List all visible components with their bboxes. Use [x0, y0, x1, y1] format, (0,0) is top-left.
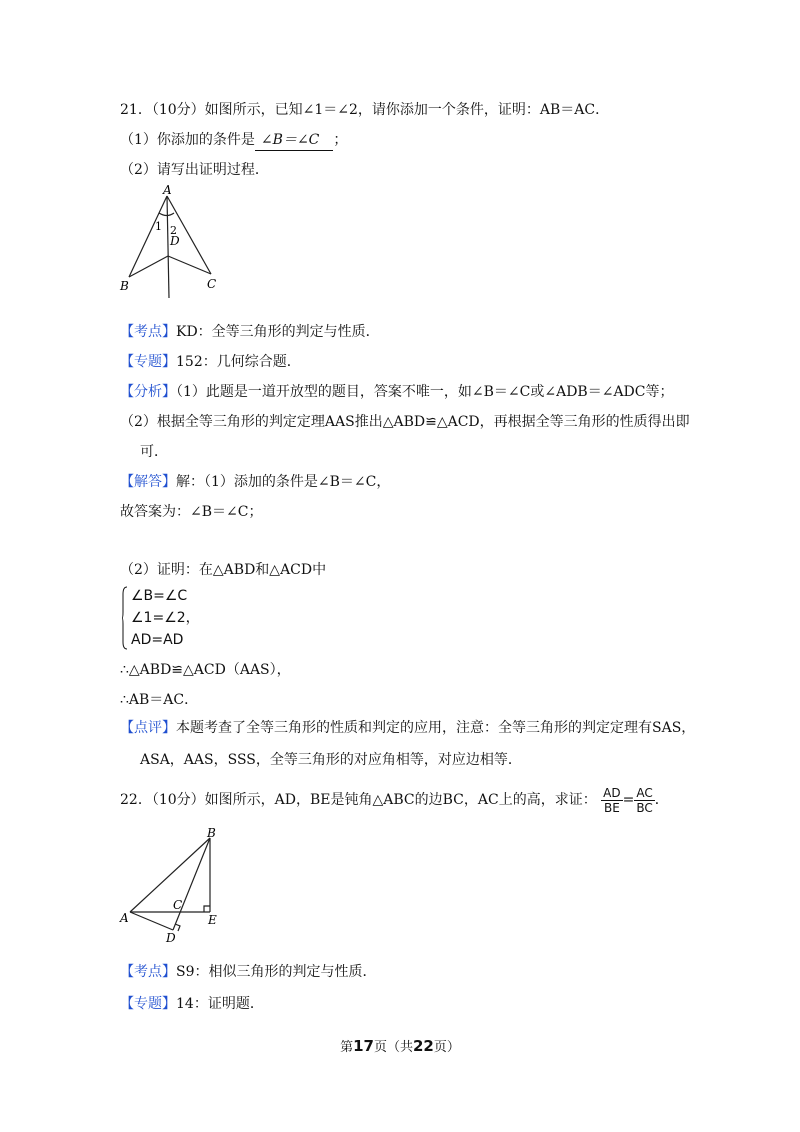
page-footer [0, 1036, 800, 1055]
q21-zhuanti [120, 352, 301, 372]
footer-page-number: 17 [353, 1037, 374, 1055]
q21-jieda [120, 472, 390, 492]
q21-system-row-3: AD=AD [131, 632, 184, 648]
q21-system-row-2: ∠1=∠2， [131, 610, 200, 626]
q21-label-c: C [207, 277, 217, 291]
q21-therefore-2: ∴AB＝AC． [120, 692, 199, 708]
q21-jieda-tag: 【解答】 [120, 474, 176, 490]
q21-part2: （2）请写出证明过程． [120, 162, 269, 178]
q21-system-row-1: ∠B=∠C [131, 588, 188, 604]
q22-figure-right-angle-e [204, 906, 210, 912]
q21-system-brace [122, 586, 128, 650]
q21-dianping [120, 718, 695, 738]
footer-mid: 页（共 [373, 1040, 413, 1055]
q22-figure-line-ab [130, 838, 210, 912]
q21-label-d: D [170, 234, 180, 248]
q21-answer-line: 故答案为：∠B＝∠C； [120, 504, 263, 520]
q22-stem-text: 22．（10分）如图所示，AD，BE是钝角△ABC的边BC，AC上的高，求证： [120, 792, 597, 808]
q22-kaodian-tag: 【考点】 [120, 964, 176, 980]
q21-jieda-line1: 解：（1）添加的条件是∠B＝∠C， [176, 474, 391, 490]
q21-proof-intro: （2）证明：在△ABD和△ACD中 [120, 562, 327, 578]
q22-frac1-denominator: BE [603, 800, 620, 815]
q21-dianping-line1: 本题考查了全等三角形的性质和判定的应用，注意：全等三角形的判定定理有SAS， [176, 720, 696, 736]
q22-equals: = [622, 792, 635, 808]
q22-frac2-denominator: BC [636, 800, 653, 815]
q21-label-angle1: 1 [155, 220, 162, 233]
q21-figure-line-ad [167, 196, 169, 298]
q22-fraction-1 [601, 786, 622, 815]
q22-label-b: B [207, 826, 216, 840]
q21-fenxi-line2: （2）根据全等三角形的判定定理AAS推出△ABD≌△ACD，再根据全等三角形的性质得出即 [120, 414, 690, 430]
q21-part1 [120, 130, 347, 151]
q21-figure-line-bd [129, 256, 168, 277]
q21-figure-line-cd [168, 256, 211, 274]
q22-label-c: C [173, 898, 183, 912]
q21-fenxi-line3: 可． [140, 444, 168, 460]
q21-zhuanti-tag: 【专题】 [120, 354, 176, 370]
q22-label-d: D [166, 931, 176, 945]
footer-post: 页） [433, 1040, 460, 1055]
q22-figure-right-angle-d [175, 924, 180, 931]
q21-figure [112, 182, 232, 302]
q21-zhuanti-text: 152：几何综合题． [176, 354, 301, 370]
q22-figure-line-ad [130, 912, 173, 930]
q21-label-angle2: 2 [170, 224, 177, 237]
q22-stem-end: ． [654, 792, 669, 808]
footer-pre: 第 [340, 1040, 354, 1055]
q21-label-b: B [120, 279, 129, 293]
q21-fenxi-tag: 【分析】 [120, 384, 176, 400]
q22-label-a: A [120, 911, 129, 925]
q22-zhuanti-tag: 【专题】 [120, 996, 176, 1012]
q22-zhuanti [120, 994, 264, 1014]
q21-part1-prefix: （1）你添加的条件是 [120, 132, 255, 148]
q22-frac2-numerator: AC [634, 786, 654, 801]
q21-part1-answer: ∠B＝∠C [255, 130, 333, 151]
q21-figure-arc-angle [159, 213, 174, 216]
q22-figure-line-bd [173, 838, 210, 930]
q21-figure-line-ab [129, 196, 167, 277]
q22-frac1-numerator: AD [603, 785, 621, 800]
q21-kaodian-text: KD：全等三角形的判定与性质． [176, 324, 380, 340]
q21-therefore-1: ∴△ABD≌△ACD（AAS）， [120, 662, 291, 678]
q21-part1-suffix: ； [333, 132, 348, 148]
q21-equation-system [122, 586, 222, 652]
q21-dianping-line2: ASA，AAS，SSS，全等三角形的对应角相等，对应边相等． [140, 752, 522, 768]
q21-fenxi [120, 382, 674, 402]
q21-kaodian-tag: 【考点】 [120, 324, 176, 340]
q22-stem [120, 782, 669, 818]
q22-fraction-2 [634, 786, 654, 815]
q21-fenxi-line1: （1）此题是一道开放型的题目，答案不唯一，如∠B＝∠C或∠ADB＝∠ADC等； [176, 384, 674, 400]
footer-total-pages: 22 [413, 1037, 434, 1055]
q21-dianping-tag: 【点评】 [120, 720, 176, 736]
q21-kaodian [120, 322, 380, 342]
q22-zhuanti-text: 14：证明题． [176, 996, 264, 1012]
q22-figure [116, 826, 236, 946]
q21-stem: 21．（10分）如图所示，已知∠1＝∠2，请你添加一个条件，证明：AB＝AC． [120, 102, 610, 118]
q22-label-e: E [208, 913, 217, 927]
q21-label-a: A [163, 183, 172, 197]
q22-kaodian-text: S9：相似三角形的判定与性质． [176, 964, 377, 980]
q22-kaodian [120, 962, 377, 982]
